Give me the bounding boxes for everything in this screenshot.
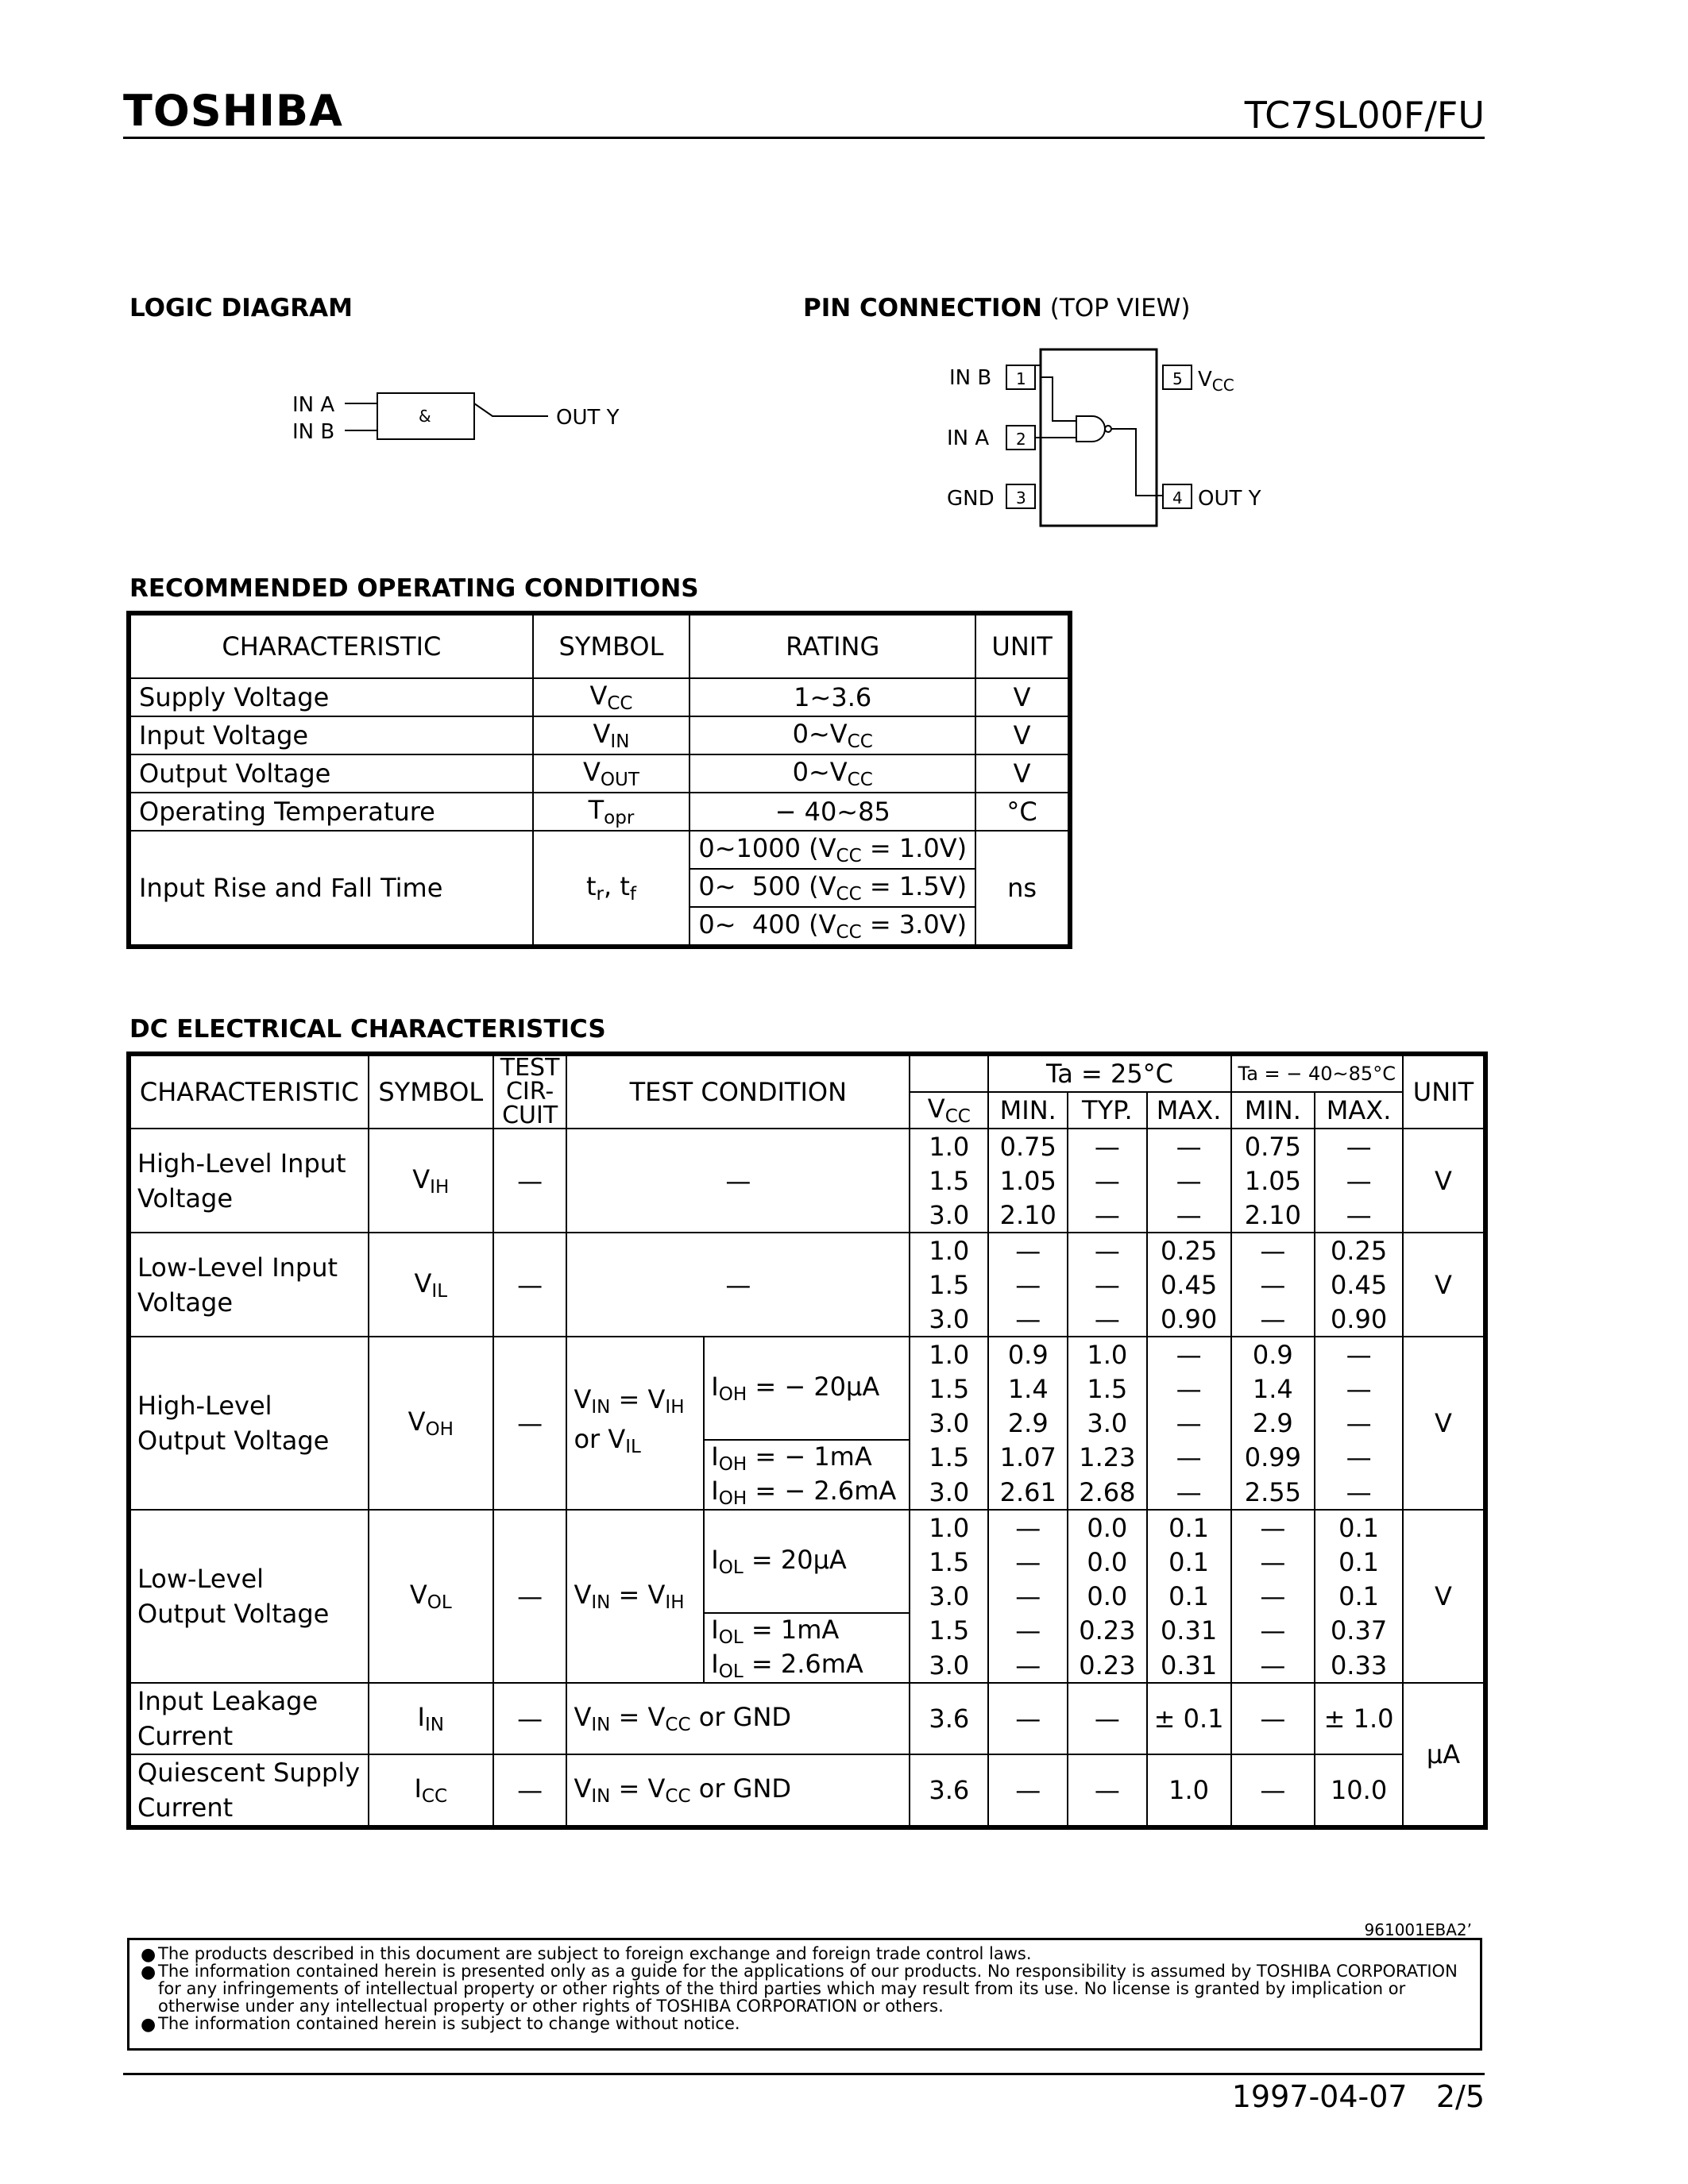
roc-sym: $T_{opr}$ [533,793,689,831]
vih-char: High-Level Input Voltage [130,1129,369,1233]
table-cell: 1.4 [1231,1372,1315,1406]
header-rule [123,137,1485,139]
voh-condition: $V_{IN} = V_{IH}$ or $V_{IL}$ [566,1337,704,1510]
table-cell: 1.0 [910,1129,988,1163]
roc-rating: 0~ 500 $(V_{CC} = 1.5V)$ [689,869,975,907]
table-row [130,1510,1484,1545]
roc-header-symbol: SYMBOL [533,615,689,678]
roc-sym: $t_r$, $t_f$ [533,831,689,945]
table-cell: — [1068,1129,1147,1163]
table-cell: — [1315,1337,1403,1372]
logic-in-a: IN A [292,393,335,417]
pin-3-num: 3 [1016,488,1026,507]
table-cell: — [1147,1198,1231,1233]
table-cell: — [1147,1406,1231,1440]
vol-iol-2: $I_{OL} = 1mA$ [704,1613,910,1648]
table-cell: 1.0 [1147,1754,1231,1826]
pin-diagram [937,341,1287,532]
table-cell: — [1068,1683,1147,1754]
table-cell: 1.05 [1231,1163,1315,1198]
table-cell: 1.5 [1068,1372,1147,1406]
roc-title: RECOMMENDED OPERATING CONDITIONS [129,574,699,603]
table-cell: 1.4 [988,1372,1068,1406]
icc-test-circuit: — [493,1754,567,1826]
pin-4-label: OUT Y [1198,487,1261,511]
table-cell: — [1231,1579,1315,1613]
table-cell: 0.1 [1315,1510,1403,1545]
roc-char: Output Voltage [130,754,533,793]
table-cell: — [1231,1648,1315,1683]
table-cell: — [1068,1163,1147,1198]
notice-item: ● The information contained herein is presented only as a guide for the applications of our products. No responsibility is assumed by TOSHIBA CORPORATION for any infringements of intellectual property or other rights of the third parties which may result from its use. No license is granted by implication or otherwise under any intellectual property or other rights of TOSHIBA CORPORATION or others. [141,1962,1458,2016]
roc-rating: − 40~85 [689,793,975,831]
footer-date-page [1232,2079,1485,2114]
pin-1-label: IN B [949,366,992,390]
table-cell: 3.0 [910,1406,988,1440]
logic-out: OUT Y [556,406,620,430]
table-cell: 3.0 [910,1302,988,1337]
table-cell: — [1315,1406,1403,1440]
gate-symbol: & [419,407,431,426]
table-cell: 1.5 [910,1163,988,1198]
voh-test-circuit: — [493,1337,567,1510]
dc-header-test-circuit: TEST CIR- CUIT [493,1055,567,1129]
table-cell: 0.0 [1068,1579,1147,1613]
table-cell: — [1315,1163,1403,1198]
dc-header-vcc: $V_{CC}$ [910,1092,988,1129]
roc-rating: 0~ 400 $(V_{CC} = 3.0V)$ [689,907,975,945]
pin-1-num: 1 [1016,369,1026,388]
voh-unit: V [1403,1337,1484,1510]
roc-char: Supply Voltage [130,678,533,716]
vih-sym: $V_{IH}$ [369,1129,493,1233]
footer-date: 1997-04-07 [1231,2079,1408,2114]
vil-sym: $V_{IL}$ [369,1233,493,1337]
vil-condition: — [566,1233,910,1337]
roc-unit: V [975,678,1068,716]
table-cell: — [1315,1198,1403,1233]
table-cell: 0.1 [1147,1510,1231,1545]
roc-unit: V [975,716,1068,754]
logic-in-b: IN B [292,420,335,444]
table-cell: 0.23 [1068,1613,1147,1648]
vol-char: Low-Level Output Voltage [130,1510,369,1683]
table-cell: — [1147,1337,1231,1372]
table-cell: 2.55 [1231,1475,1315,1510]
table-cell: 0.1 [1147,1579,1231,1613]
table-cell: 1.05 [988,1163,1068,1198]
table-row [130,754,1068,793]
table-cell: 3.0 [910,1475,988,1510]
table-cell: — [988,1302,1068,1337]
iin-test-circuit: — [493,1683,567,1754]
table-cell: — [1315,1440,1403,1475]
table-cell: 0.0 [1068,1545,1147,1579]
table-cell: — [1231,1302,1315,1337]
table-cell: — [988,1545,1068,1579]
table-cell: 3.6 [910,1683,988,1754]
table-cell: — [988,1579,1068,1613]
table-cell: 2.61 [988,1475,1068,1510]
vih-test-circuit: — [493,1129,567,1233]
table-cell: 0.31 [1147,1613,1231,1648]
dc-header-min: MIN. [988,1092,1068,1129]
voh-sym: $V_{OH}$ [369,1337,493,1510]
table-cell: 0.25 [1147,1233,1231,1268]
vih-condition: — [566,1129,910,1233]
table-cell: 1.0 [910,1510,988,1545]
roc-rating: $0\sim V_{CC}$ [689,716,975,754]
table-cell: — [1231,1613,1315,1648]
vil-unit: V [1403,1233,1484,1337]
table-cell: — [1147,1163,1231,1198]
table-cell: 1.0 [910,1233,988,1268]
table-cell: 0.1 [1315,1545,1403,1579]
table-cell: 0.90 [1315,1302,1403,1337]
table-cell: — [988,1648,1068,1683]
roc-header-unit: UNIT [975,615,1068,678]
page-number: 2/5 [1435,2079,1485,2114]
table-cell: 3.0 [1068,1406,1147,1440]
table-cell: 3.6 [910,1754,988,1826]
table-row [130,793,1068,831]
pin-5-num: 5 [1172,369,1183,388]
pin-3-label: GND [947,487,995,511]
table-cell: — [1147,1440,1231,1475]
table-cell: 0.37 [1315,1613,1403,1648]
table-cell: — [1068,1198,1147,1233]
table-cell: 0.75 [988,1129,1068,1163]
table-cell: ± 1.0 [1315,1683,1403,1754]
table-cell: 2.9 [1231,1406,1315,1440]
roc-sym: $V_{OUT}$ [533,754,689,793]
part-number: TC7SL00F/FU [1244,94,1485,137]
vol-sym: $V_{OL}$ [369,1510,493,1683]
logic-diagram-title: LOGIC DIAGRAM [129,294,353,322]
pin-2-num: 2 [1016,430,1026,449]
table-cell: 0.33 [1315,1648,1403,1683]
table-cell: — [1068,1233,1147,1268]
table-cell: — [1147,1475,1231,1510]
table-cell: 0.1 [1147,1545,1231,1579]
table-cell: — [1231,1754,1315,1826]
pin-title-bold: PIN CONNECTION [803,294,1042,322]
roc-rating: 0~1000 $(V_{CC} = 1.0V)$ [689,831,975,869]
table-row [130,1683,1484,1754]
table-row [130,716,1068,754]
table-cell: 0.75 [1231,1129,1315,1163]
table-cell: 0.9 [1231,1337,1315,1372]
logic-diagram [286,389,651,445]
current-unit: μA [1403,1683,1484,1826]
table-cell: — [988,1268,1068,1302]
voh-ioh-2: $I_{OH}$ = − 1mA [704,1440,910,1475]
table-row [130,831,1068,869]
notice-box [127,1938,1482,2051]
table-cell: 1.23 [1068,1440,1147,1475]
notice-item: ● The information contained herein is subject to change without notice. [141,2014,740,2035]
table-row [130,1233,1484,1268]
table-row [130,678,1068,716]
dc-header-ta25: Ta = 25°C [988,1055,1230,1092]
pin-connection-title [803,294,1190,322]
dc-title: DC ELECTRICAL CHARACTERISTICS [129,1015,606,1044]
table-cell: 2.10 [988,1198,1068,1233]
table-cell: 0.45 [1147,1268,1231,1302]
table-cell: 1.5 [910,1372,988,1406]
roc-char: Operating Temperature [130,793,533,831]
roc-table [129,614,1069,946]
roc-rating: 1~3.6 [689,678,975,716]
dc-header-symbol: SYMBOL [369,1055,493,1129]
table-cell: 1.0 [910,1337,988,1372]
pin-2-label: IN A [947,426,990,450]
vol-condition: $V_{IN} = V_{IH}$ [566,1510,704,1683]
table-cell: ± 0.1 [1147,1683,1231,1754]
table-cell: — [1231,1510,1315,1545]
roc-char: Input Voltage [130,716,533,754]
voh-ioh-1: $I_{OH}$ = − 20μA [704,1337,910,1440]
table-cell: — [1315,1372,1403,1406]
roc-header-char: CHARACTERISTIC [130,615,533,678]
voh-ioh-3: $I_{OH}$ = − 2.6mA [704,1475,910,1510]
table-cell: 2.68 [1068,1475,1147,1510]
vil-test-circuit: — [493,1233,567,1337]
table-row [130,615,1068,678]
table-cell: 0.25 [1315,1233,1403,1268]
table-cell: 0.31 [1147,1648,1231,1683]
brand-logo: TOSHIBA [123,86,343,136]
table-row [130,1129,1484,1163]
table-cell: 3.0 [910,1198,988,1233]
dc-header-unit: UNIT [1403,1055,1484,1129]
table-row [130,1337,1484,1372]
roc-unit: °C [975,793,1068,831]
dc-table [129,1055,1485,1827]
table-cell: — [1068,1754,1147,1826]
icc-char: Quiescent Supply Current [130,1754,369,1826]
table-row [130,1055,1484,1092]
roc-sym: $V_{CC}$ [533,678,689,716]
table-cell: — [1231,1683,1315,1754]
roc-sym: $V_{IN}$ [533,716,689,754]
dc-header-ta85: Ta = − 40~85°C [1231,1055,1403,1092]
table-cell: 1.5 [910,1545,988,1579]
table-cell: 1.07 [988,1440,1068,1475]
table-cell: — [988,1754,1068,1826]
table-cell: — [1147,1129,1231,1163]
vol-iol-3: $I_{OL} = 2.6mA$ [704,1648,910,1683]
table-cell: — [1068,1302,1147,1337]
dc-header-vcc-top [910,1055,988,1092]
table-cell: 2.10 [1231,1198,1315,1233]
table-cell: — [1315,1129,1403,1163]
table-cell: — [1315,1475,1403,1510]
table-cell: — [1147,1372,1231,1406]
roc-char: Input Rise and Fall Time [130,831,533,945]
table-cell: 0.99 [1231,1440,1315,1475]
table-cell: 3.0 [910,1579,988,1613]
table-cell: — [1231,1268,1315,1302]
pin-5-label: $V_{CC}$ [1198,368,1234,395]
table-cell: — [988,1510,1068,1545]
dc-header-char: CHARACTERISTIC [130,1055,369,1129]
footer-rule [123,2073,1485,2075]
table-cell: — [1231,1233,1315,1268]
table-cell: 0.9 [988,1337,1068,1372]
vil-char: Low-Level Input Voltage [130,1233,369,1337]
table-cell: 1.0 [1068,1337,1147,1372]
dc-header-typ: TYP. [1068,1092,1147,1129]
table-cell: 0.23 [1068,1648,1147,1683]
table-cell: — [1068,1268,1147,1302]
table-cell: — [988,1683,1068,1754]
vol-iol-1: $I_{OL} = 20\mu A$ [704,1510,910,1613]
dc-header-min2: MIN. [1231,1092,1315,1129]
icc-sym: $I_{CC}$ [369,1754,493,1826]
dc-header-max: MAX. [1147,1092,1231,1129]
document-code: 961001EBA2’ [1364,1920,1472,1939]
table-cell: 1.5 [910,1440,988,1475]
iin-sym: $I_{IN}$ [369,1683,493,1754]
voh-char: High-Level Output Voltage [130,1337,369,1510]
iin-char: Input Leakage Current [130,1683,369,1754]
pin-4-num: 4 [1172,488,1183,507]
table-cell: 1.5 [910,1268,988,1302]
vol-test-circuit: — [493,1510,567,1683]
iin-condition: $V_{IN} = V_{CC}$ or GND [566,1683,910,1754]
pin-title-view: (TOP VIEW) [1049,294,1191,322]
roc-rating: $0\sim V_{CC}$ [689,754,975,793]
table-cell: 0.90 [1147,1302,1231,1337]
table-cell: 0.45 [1315,1268,1403,1302]
dc-header-condition: TEST CONDITION [566,1055,910,1129]
nand-gate-symbol [1076,416,1105,442]
table-cell: 1.5 [910,1613,988,1648]
roc-unit: V [975,754,1068,793]
table-cell: — [988,1613,1068,1648]
table-cell: 3.0 [910,1648,988,1683]
vol-unit: V [1403,1510,1484,1683]
table-cell: — [1231,1545,1315,1579]
table-cell: — [988,1233,1068,1268]
roc-unit: ns [975,831,1068,945]
icc-condition: $V_{IN} = V_{CC}$ or GND [566,1754,910,1826]
roc-header-rating: RATING [689,615,975,678]
dc-header-max2: MAX. [1315,1092,1403,1129]
vih-unit: V [1403,1129,1484,1233]
table-row [130,1754,1484,1826]
table-cell: 0.1 [1315,1579,1403,1613]
table-cell: 10.0 [1315,1754,1403,1826]
notice-item: ● The products described in this document are subject to foreign exchange and foreign trade control laws. [141,1944,1032,1965]
table-cell: 0.0 [1068,1510,1147,1545]
table-cell: 2.9 [988,1406,1068,1440]
